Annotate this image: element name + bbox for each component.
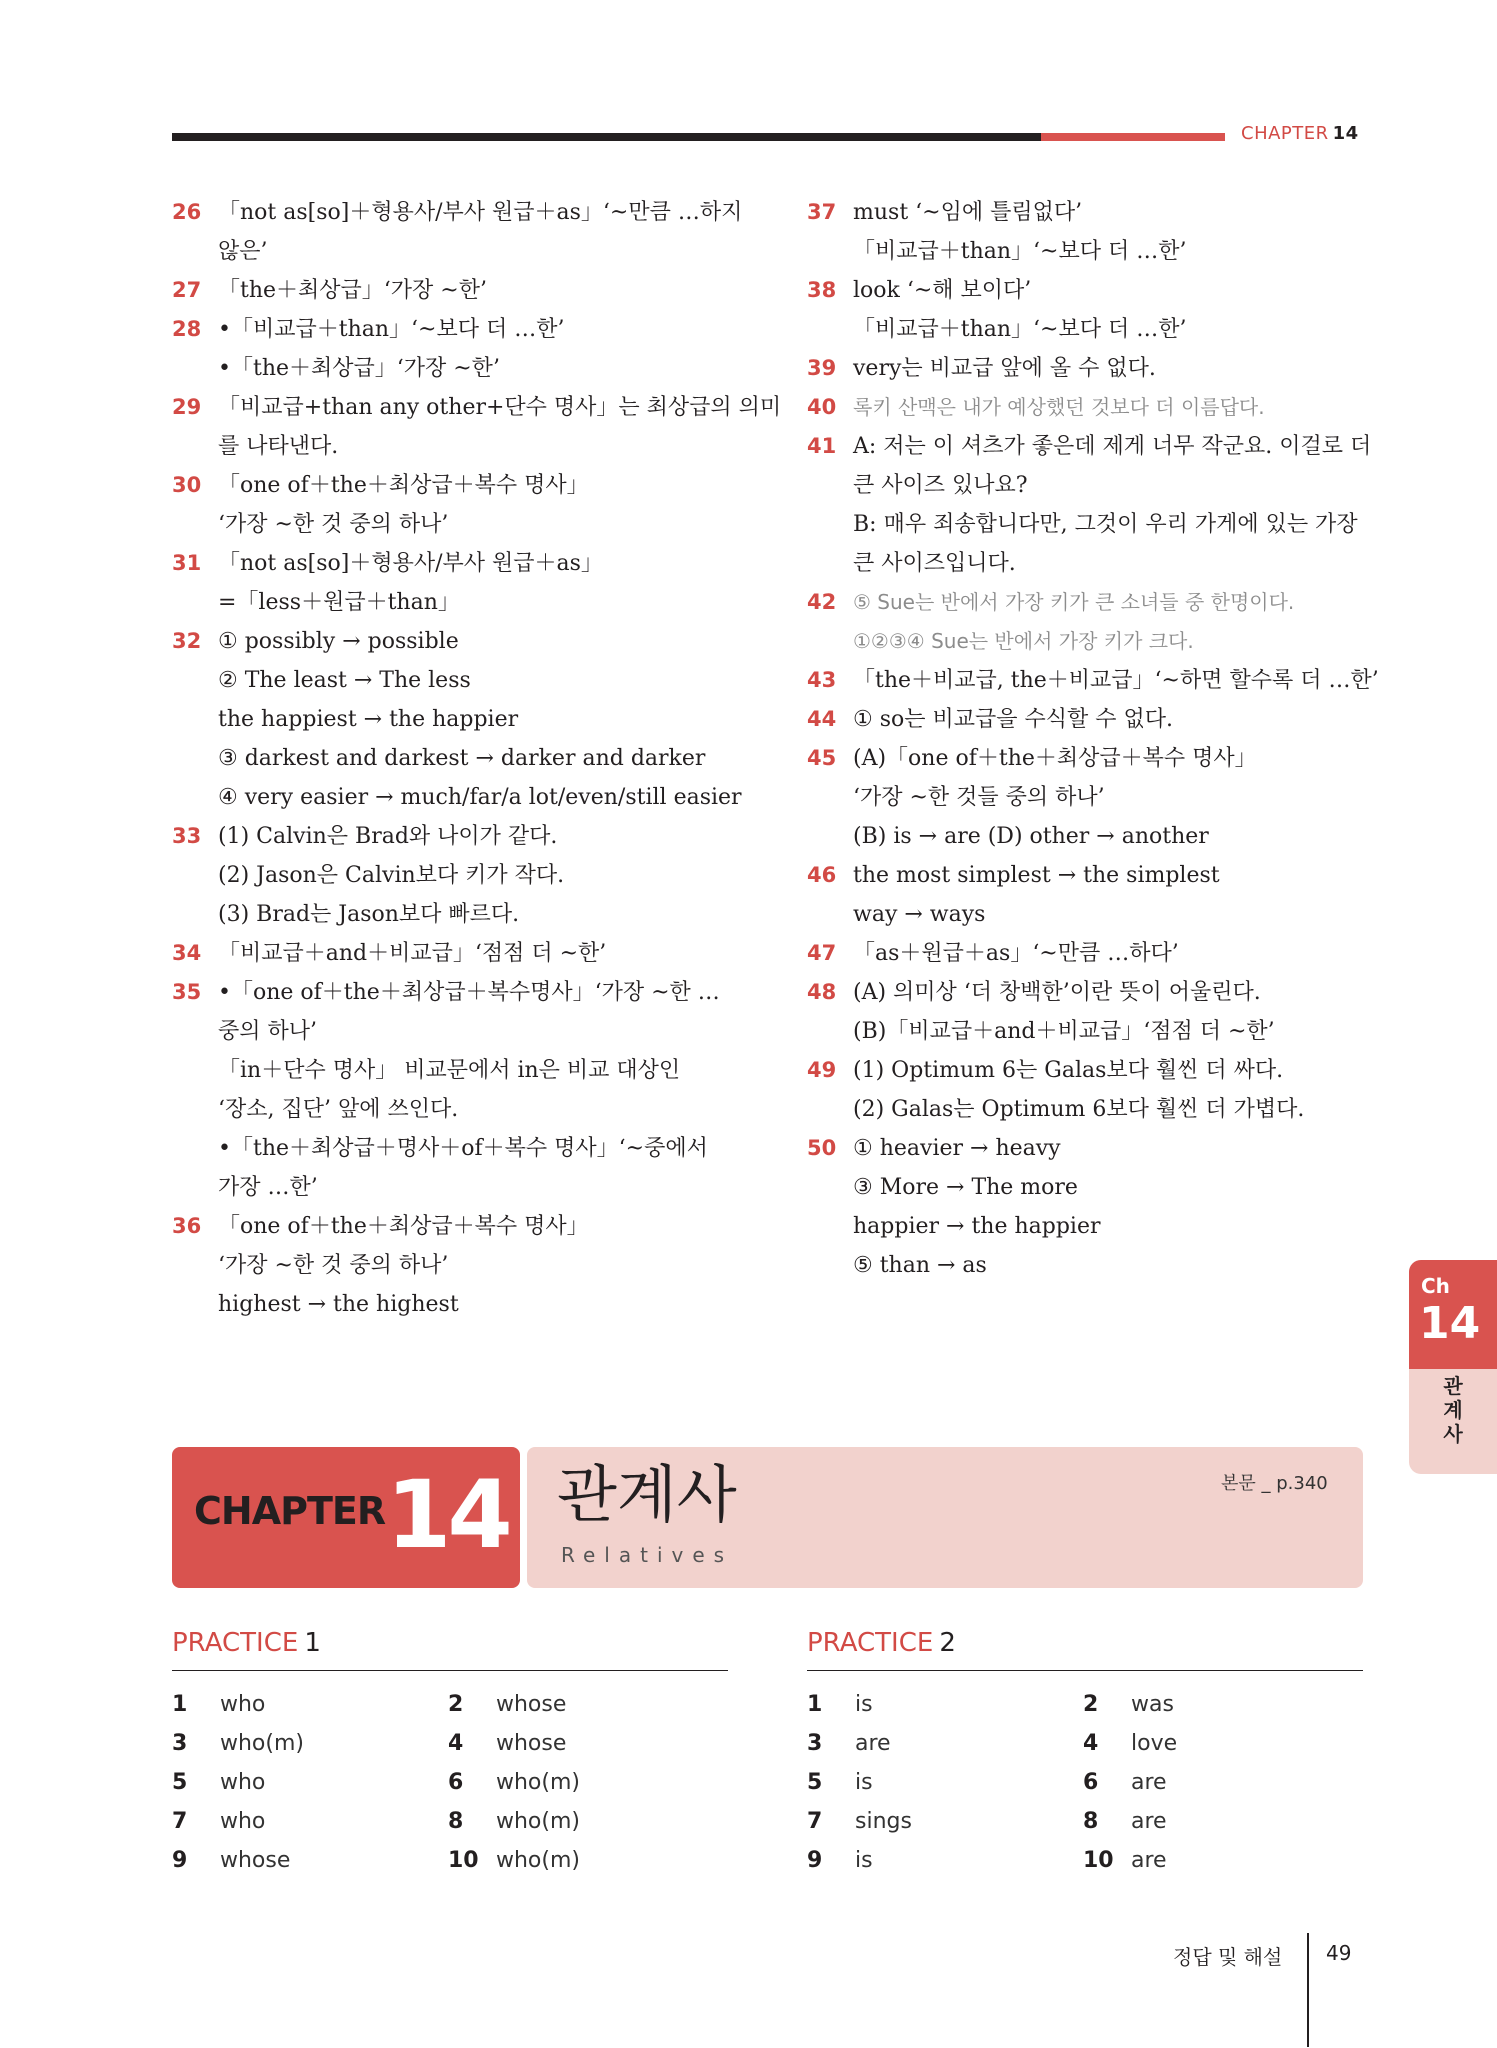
practice-answer: whose: [220, 1848, 291, 1873]
answer-text: 「비교급＋than」‘~보다 더 …한’: [853, 239, 1187, 264]
answer-line: [807, 973, 1367, 1012]
answer-line: [807, 232, 1367, 271]
practice-row: [807, 1802, 1363, 1841]
question-number: 27: [172, 278, 202, 302]
question-number: 40: [807, 395, 837, 419]
practice-number: 2: [1083, 1692, 1099, 1717]
answer-line: [807, 934, 1367, 973]
practice-answer: is: [855, 1770, 873, 1795]
chapter-side-tab[interactable]: [1409, 1260, 1497, 1474]
practice-2-answers: [807, 1685, 1363, 1880]
answer-line: [172, 622, 742, 661]
practice-2-title: PRACTICE 2: [807, 1628, 1363, 1671]
chapter-banner-title: 관계사: [557, 1458, 737, 1531]
question-number: 32: [172, 629, 202, 653]
answer-line: [172, 466, 742, 505]
answer-line: [807, 1207, 1367, 1246]
answer-text: 「not as[so]＋형용사/부사 원급＋as」‘~만큼 …하지: [218, 200, 743, 225]
practice-answer: who: [220, 1692, 266, 1717]
answer-text: 「as＋원급＋as」‘~만큼 …하다’: [853, 941, 1179, 966]
chapter-banner-word: CHAPTER: [194, 1489, 386, 1533]
footer-divider: [1307, 1933, 1309, 2047]
footer-title: 정답 및 해설: [1173, 1945, 1283, 1969]
question-number: 45: [807, 746, 837, 770]
question-number: 33: [172, 824, 202, 848]
practice-answer: are: [1131, 1770, 1167, 1795]
answer-text: B: 매우 죄송합니다만, 그것이 우리 가게에 있는 가장: [853, 512, 1358, 537]
answer-text: ③ darkest and darkest → darker and darker: [218, 746, 706, 771]
answer-line: [172, 973, 742, 1012]
answer-text: •「one of＋the＋최상급＋복수명사」‘가장 ~한 …: [218, 980, 720, 1005]
answer-text: 「in＋단수 명사」 비교문에서 in은 비교 대상인: [218, 1058, 681, 1083]
answer-line: [172, 1285, 742, 1324]
question-number: 42: [807, 590, 837, 614]
answer-text: (2) Jason은 Calvin보다 키가 작다.: [218, 863, 565, 888]
question-number: 26: [172, 200, 202, 224]
answer-line: [807, 193, 1367, 232]
practice-number: 3: [807, 1731, 823, 1756]
practice-number: 4: [1083, 1731, 1099, 1756]
practice-answer: sings: [855, 1809, 912, 1834]
answer-line: [807, 1090, 1367, 1129]
side-tab-number: 14: [1419, 1298, 1481, 1349]
answer-text: 「the＋비교급, the＋비교급」‘~하면 할수록 더 …한’: [853, 668, 1379, 693]
answer-text: ① possibly → possible: [218, 629, 459, 654]
question-number: 36: [172, 1214, 202, 1238]
answer-text: 「one of＋the＋최상급＋복수 명사」: [218, 473, 589, 498]
practice-answer: are: [855, 1731, 891, 1756]
answer-text: 않은’: [218, 239, 268, 264]
practice-answer: who(m): [496, 1809, 580, 1834]
side-tab-header: [1409, 1260, 1497, 1369]
practice-1-answers: [172, 1685, 728, 1880]
answer-text: 「비교급+than any other+단수 명사」는 최상급의 의미: [218, 395, 782, 420]
answer-text: way → ways: [853, 902, 986, 927]
answer-line: [807, 856, 1367, 895]
answer-line: [807, 1051, 1367, 1090]
answer-line: [172, 1129, 742, 1168]
answer-line: [172, 544, 742, 583]
practice-answer: who: [220, 1770, 266, 1795]
answer-text: ‘가장 ~한 것 중의 하나’: [218, 512, 449, 537]
answer-text: (3) Brad는 Jason보다 빠르다.: [218, 902, 520, 927]
practice-answer: is: [855, 1692, 873, 1717]
answer-line: [807, 778, 1367, 817]
answer-text: very는 비교급 앞에 올 수 없다.: [853, 356, 1156, 381]
practice-number: 10: [448, 1848, 479, 1873]
question-number: 29: [172, 395, 202, 419]
answer-line: [172, 895, 742, 934]
answer-text: ① heavier → heavy: [853, 1136, 1061, 1161]
practice-row: [172, 1802, 728, 1841]
answer-line: [807, 622, 1367, 661]
practice-answer: who(m): [220, 1731, 304, 1756]
answer-line: [807, 1168, 1367, 1207]
practice-number: 7: [807, 1809, 823, 1834]
chapter-banner-subtitle: Relatives: [561, 1543, 734, 1567]
answer-text: 를 나타낸다.: [218, 434, 339, 459]
practice-answer: love: [1131, 1731, 1178, 1756]
answer-text: ⑤ Sue는 반에서 가장 키가 큰 소녀들 중 한명이다.: [853, 590, 1295, 614]
practice-number: 1: [172, 1692, 188, 1717]
answer-text: 록키 산맥은 내가 예상했던 것보다 더 이름답다.: [853, 395, 1265, 419]
question-number: 50: [807, 1136, 837, 1160]
question-number: 48: [807, 980, 837, 1004]
answer-line: [807, 349, 1367, 388]
practice-row: [172, 1685, 728, 1724]
practice-answer: are: [1131, 1848, 1167, 1873]
answer-text: happier → the happier: [853, 1214, 1101, 1239]
answer-text: A: 저는 이 셔츠가 좋은데 제게 너무 작군요. 이걸로 더: [853, 434, 1372, 459]
practice-2-section: [807, 1628, 1363, 1880]
answer-line: [807, 505, 1367, 544]
chapter-banner-page-ref: 본문 _ p.340: [1221, 1473, 1328, 1494]
practice-number: 10: [1083, 1848, 1114, 1873]
answer-text: 중의 하나’: [218, 1019, 317, 1044]
answer-line: [172, 1012, 742, 1051]
question-number: 47: [807, 941, 837, 965]
answer-text: 큰 사이즈 있나요?: [853, 473, 1028, 498]
answer-text: 큰 사이즈입니다.: [853, 551, 1016, 576]
answer-text: 「one of＋the＋최상급＋복수 명사」: [218, 1214, 589, 1239]
practice-number: 7: [172, 1809, 188, 1834]
answer-line: [172, 193, 742, 232]
question-number: 30: [172, 473, 202, 497]
answer-line: [807, 583, 1367, 622]
practice-answer: was: [1131, 1692, 1174, 1717]
answer-text: (1) Optimum 6는 Galas보다 훨씬 더 싸다.: [853, 1058, 1284, 1083]
answer-line: [172, 739, 742, 778]
answer-line: [172, 1168, 742, 1207]
answer-text: ①②③④ Sue는 반에서 가장 키가 크다.: [853, 629, 1194, 653]
practice-row: [807, 1763, 1363, 1802]
answer-text: (B) is → are (D) other → another: [853, 824, 1209, 849]
practice-1-section: [172, 1628, 728, 1880]
answer-line: [807, 1129, 1367, 1168]
answer-line: [172, 817, 742, 856]
practice-row: [807, 1724, 1363, 1763]
practice-row: [172, 1724, 728, 1763]
answer-line: [172, 427, 742, 466]
answer-text: (1) Calvin은 Brad와 나이가 같다.: [218, 824, 558, 849]
answer-line: [807, 661, 1379, 700]
practice-number: 2: [448, 1692, 464, 1717]
practice-row: [807, 1841, 1363, 1880]
question-number: 35: [172, 980, 202, 1004]
answer-line: [807, 427, 1372, 466]
answer-line: [172, 232, 742, 271]
side-tab-title: 관계사: [1443, 1374, 1463, 1446]
question-number: 34: [172, 941, 202, 965]
answer-text: the happiest → the happier: [218, 707, 519, 732]
header-rule-dark: [172, 133, 1041, 141]
question-number: 28: [172, 317, 202, 341]
answer-text: 「the＋최상급」‘가장 ~한’: [218, 278, 487, 303]
chapter-banner-number-box: [172, 1447, 520, 1588]
answer-text: highest → the highest: [218, 1292, 459, 1317]
answer-text: (A) 의미상 ‘더 창백한’이란 뜻이 어울린다.: [853, 980, 1261, 1005]
question-number: 46: [807, 863, 837, 887]
answer-line: [807, 310, 1367, 349]
practice-number: 6: [448, 1770, 464, 1795]
practice-row: [172, 1763, 728, 1802]
header-rule-accent: [1041, 133, 1225, 141]
practice-number: 4: [448, 1731, 464, 1756]
answer-line: [807, 271, 1367, 310]
answer-text: =「less＋원급＋than」: [218, 590, 460, 615]
answer-line: [172, 778, 742, 817]
question-number: 44: [807, 707, 837, 731]
question-number: 31: [172, 551, 202, 575]
practice-answer: who: [220, 1809, 266, 1834]
answer-text: ④ very easier → much/far/a lot/even/still easier: [218, 785, 742, 810]
answer-text: 「비교급＋and＋비교급」‘점점 더 ~한’: [218, 941, 607, 966]
answer-text: •「the＋최상급＋명사＋of＋복수 명사」‘~중에서: [218, 1136, 708, 1161]
answer-text: ‘가장 ~한 것 중의 하나’: [218, 1253, 449, 1278]
answer-line: [807, 739, 1367, 778]
practice-row: [172, 1841, 728, 1880]
answer-text: •「비교급＋than」‘~보다 더 …한’: [218, 317, 565, 342]
answer-line: [807, 817, 1367, 856]
answer-line: [807, 1246, 1367, 1285]
practice-number: 1: [807, 1692, 823, 1717]
practice-number: 8: [1083, 1809, 1099, 1834]
answer-text: the most simplest → the simplest: [853, 863, 1220, 888]
practice-number: 8: [448, 1809, 464, 1834]
practice-answer: whose: [496, 1692, 567, 1717]
question-number: 38: [807, 278, 837, 302]
question-number: 49: [807, 1058, 837, 1082]
answer-line: [807, 544, 1367, 583]
practice-answer: are: [1131, 1809, 1167, 1834]
answer-text: 「비교급＋than」‘~보다 더 …한’: [853, 317, 1187, 342]
answer-line: [807, 700, 1367, 739]
answer-text: (2) Galas는 Optimum 6보다 훨씬 더 가볍다.: [853, 1097, 1305, 1122]
practice-number: 5: [172, 1770, 188, 1795]
answer-line: [172, 1246, 742, 1285]
answer-line: [172, 1051, 742, 1090]
practice-number: 9: [172, 1848, 188, 1873]
practice-number: 9: [807, 1848, 823, 1873]
question-number: 37: [807, 200, 837, 224]
answers-right-column: [807, 193, 1379, 1285]
question-number: 41: [807, 434, 837, 458]
answer-text: •「the＋최상급」‘가장 ~한’: [218, 356, 500, 381]
answer-text: ⑤ than → as: [853, 1253, 987, 1278]
answer-text: ‘가장 ~한 것들 중의 하나’: [853, 785, 1105, 810]
question-number: 43: [807, 668, 837, 692]
practice-answer: whose: [496, 1731, 567, 1756]
chapter-banner-number: 14: [386, 1461, 509, 1570]
answer-text: ① so는 비교급을 수식할 수 없다.: [853, 707, 1173, 732]
page-number: 49: [1326, 1941, 1352, 1965]
answer-text: 가장 …한’: [218, 1175, 318, 1200]
answer-text: ‘장소, 집단’ 앞에 쓰인다.: [218, 1097, 459, 1122]
answer-text: look ‘~해 보이다’: [853, 278, 1032, 303]
practice-number: 5: [807, 1770, 823, 1795]
answer-line: [172, 700, 742, 739]
answer-line: [172, 934, 742, 973]
answer-text: 「not as[so]＋형용사/부사 원급＋as」: [218, 551, 603, 576]
practice-number: 6: [1083, 1770, 1099, 1795]
practice-row: [807, 1685, 1363, 1724]
answer-line: [807, 895, 1367, 934]
answer-line: [172, 349, 742, 388]
answer-line: [807, 388, 1367, 427]
answer-line: [172, 271, 742, 310]
practice-number: 3: [172, 1731, 188, 1756]
answer-line: [172, 388, 782, 427]
answer-text: (A)「one of＋the＋최상급＋복수 명사」: [853, 746, 1257, 771]
header-chapter-label: CHAPTER 14: [1241, 123, 1359, 144]
answer-line: [172, 583, 742, 622]
question-number: 39: [807, 356, 837, 380]
practice-answer: who(m): [496, 1848, 580, 1873]
answer-text: ② The least → The less: [218, 668, 471, 693]
answer-line: [172, 505, 742, 544]
practice-answer: who(m): [496, 1770, 580, 1795]
answer-text: ③ More → The more: [853, 1175, 1078, 1200]
chapter-banner-title-box: [527, 1447, 1363, 1588]
answer-text: must ‘~임에 틀림없다’: [853, 200, 1083, 225]
answer-text: (B)「비교급＋and＋비교급」‘점점 더 ~한’: [853, 1019, 1275, 1044]
answers-left-column: [172, 193, 782, 1324]
practice-1-title: PRACTICE 1: [172, 1628, 728, 1671]
answer-line: [172, 856, 742, 895]
answer-line: [172, 1090, 742, 1129]
practice-answer: is: [855, 1848, 873, 1873]
answer-line: [172, 1207, 742, 1246]
side-tab-ch: Ch: [1421, 1274, 1450, 1298]
answer-line: [807, 1012, 1367, 1051]
answer-line: [807, 466, 1367, 505]
answer-line: [172, 661, 742, 700]
answer-line: [172, 310, 742, 349]
